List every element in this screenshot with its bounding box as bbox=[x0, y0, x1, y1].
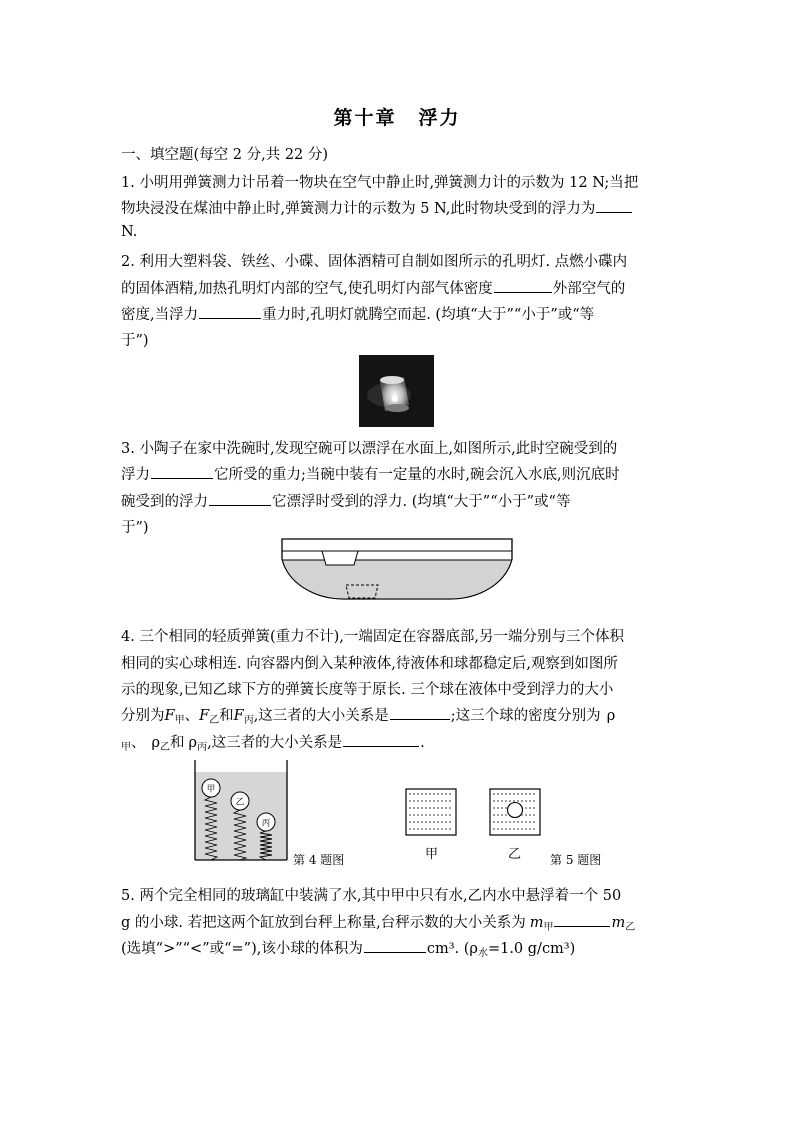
q5-blank-2[interactable] bbox=[364, 951, 426, 953]
q2-line-1: 2. 利用大塑料袋、铁丝、小碟、固体酒精可自制如图所示的孔明灯. 点燃小碟内 bbox=[121, 254, 628, 270]
q4-sep: 、 bbox=[184, 708, 200, 724]
q5-text-a: g 的小球. 若把这两个缸放到台秤上称量,台秤示数的大小关系为 bbox=[121, 915, 526, 931]
q1-line-2 bbox=[121, 197, 633, 218]
q5-line-2 bbox=[121, 911, 635, 933]
rho-symbol: ρ bbox=[151, 735, 161, 751]
q4-text-c: ;这三个球的密度分别为 bbox=[450, 708, 601, 724]
tank-yi bbox=[489, 788, 541, 836]
lantern-photo bbox=[359, 355, 434, 427]
q4-line-1: 4. 三个相同的轻质弹簧(重力不计),一端固定在容器底部,另一端分别与三个体积 bbox=[121, 629, 624, 645]
q4-text-d: ,这三者的大小关系是 bbox=[207, 735, 343, 751]
q2-text-d: 重力时,孔明灯就腾空而起. (均填“大于”“小于”或“等 bbox=[262, 307, 595, 323]
q3-text-c: 碗受到的浮力 bbox=[121, 494, 208, 510]
m-symbol: m bbox=[529, 915, 544, 931]
q2-line-4: 于”) bbox=[121, 333, 149, 349]
sub-bing: 丙 bbox=[197, 742, 208, 753]
q2-line-3 bbox=[121, 303, 594, 324]
ball-yi-label: 乙 bbox=[235, 797, 245, 808]
q2-blank-2[interactable] bbox=[199, 317, 261, 319]
q3-blank-1[interactable] bbox=[151, 477, 213, 479]
q2-text-b: 外部空气的 bbox=[552, 281, 626, 297]
q3-blank-2[interactable] bbox=[209, 504, 271, 506]
rho-symbol: ρ bbox=[606, 708, 616, 724]
q3-line-1: 3. 小陶子在家中洗碗时,发现空碗可以漂浮在水面上,如图所示,此时空碗受到的 bbox=[121, 441, 618, 457]
q4-line-3: 示的现象,已知乙球下方的弹簧长度等于原长. 三个球在液体中受到浮力的大小 bbox=[121, 682, 614, 698]
sub-yi: 乙 bbox=[209, 715, 220, 726]
fig5-caption: 第 5 题图 bbox=[550, 853, 602, 867]
sub-shui: 水 bbox=[477, 948, 488, 959]
chapter-topic: 浮力 bbox=[418, 107, 461, 129]
q3-line-4: 于”) bbox=[121, 520, 149, 536]
q5-line-1: 5. 两个完全相同的玻璃缸中装满了水,其中甲中只有水,乙内水中悬浮着一个 50 bbox=[121, 888, 622, 904]
sub-jia: 甲 bbox=[543, 922, 554, 933]
springs-container-figure bbox=[194, 760, 288, 862]
q4-text-a: 分别为 bbox=[121, 708, 165, 724]
q1-line-3: N. bbox=[121, 224, 138, 240]
tank-jia bbox=[405, 788, 457, 836]
sub-jia: 甲 bbox=[174, 715, 185, 726]
q2-text-a: 的固体酒精,加热孔明灯内部的空气,使孔明灯内部气体密度 bbox=[121, 281, 493, 297]
q2-blank-1[interactable] bbox=[494, 291, 552, 293]
q2-line-2 bbox=[121, 277, 625, 298]
ball-jia-label: 甲 bbox=[206, 784, 216, 795]
sub-jia: 甲 bbox=[121, 742, 131, 753]
q3-text-b: 它所受的重力;当碗中装有一定量的水时,碗会沉入水底,则沉底时 bbox=[214, 467, 620, 483]
rho-symbol: ρ bbox=[469, 941, 478, 957]
bowl-figure bbox=[280, 537, 514, 603]
q4-and: 和 bbox=[170, 735, 185, 751]
q5-text-d: =1.0 g/cm³) bbox=[487, 941, 576, 957]
f-symbol: F bbox=[199, 708, 210, 724]
q4-blank-1[interactable] bbox=[390, 718, 450, 720]
q5-line-3 bbox=[121, 937, 575, 959]
q4-blank-2[interactable] bbox=[343, 745, 419, 747]
chapter-number: 第十章 bbox=[333, 107, 397, 129]
q4-line-5 bbox=[121, 731, 425, 753]
m-symbol: m bbox=[611, 915, 626, 931]
q3-line-2 bbox=[121, 463, 620, 484]
f-symbol: F bbox=[164, 708, 175, 724]
q4-line-4 bbox=[121, 704, 615, 726]
q1-text: 物块浸没在煤油中静止时,弹簧测力计的示数为 5 N,此时物块受到的浮力为 bbox=[121, 201, 596, 217]
sub-yi: 乙 bbox=[625, 922, 636, 933]
tank-jia-label: 甲 bbox=[425, 847, 439, 862]
page-title bbox=[0, 103, 794, 130]
q5-blank-1[interactable] bbox=[554, 925, 610, 927]
q3-text-a: 浮力 bbox=[121, 467, 150, 483]
q2-text-c: 密度,当浮力 bbox=[121, 307, 199, 323]
q5-text-c: cm³. ( bbox=[426, 941, 470, 957]
tank-yi-label: 乙 bbox=[508, 847, 522, 862]
ball-bing-label: 丙 bbox=[261, 818, 271, 829]
sub-yi: 乙 bbox=[160, 742, 171, 753]
q4-text-e: . bbox=[420, 735, 425, 751]
q1-answer-blank[interactable] bbox=[596, 211, 632, 213]
q4-text-b: ,这三者的大小关系是 bbox=[253, 708, 389, 724]
sub-bing: 丙 bbox=[243, 715, 254, 726]
f-symbol: F bbox=[233, 708, 244, 724]
q3-line-3 bbox=[121, 490, 570, 511]
section-heading: 一、填空题(每空 2 分,共 22 分) bbox=[121, 147, 329, 163]
q4-line-2: 相同的实心球相连. 向容器内倒入某种液体,待液体和球都稳定后,观察到如图所 bbox=[121, 656, 618, 672]
fig4-caption: 第 4 题图 bbox=[293, 853, 345, 867]
q4-sep: 、 bbox=[131, 735, 146, 751]
q1-line-1: 1. 小明用弹簧测力计吊着一物块在空气中静止时,弹簧测力计的示数为 12 N;当把 bbox=[121, 175, 639, 191]
q3-text-d: 它漂浮时受到的浮力. (均填“大于”“小于”或“等 bbox=[272, 494, 571, 510]
rho-symbol: ρ bbox=[188, 735, 198, 751]
q5-text-b: (选填“>”“<”或“=”),该小球的体积为 bbox=[121, 941, 363, 957]
q4-and: 和 bbox=[219, 708, 234, 724]
